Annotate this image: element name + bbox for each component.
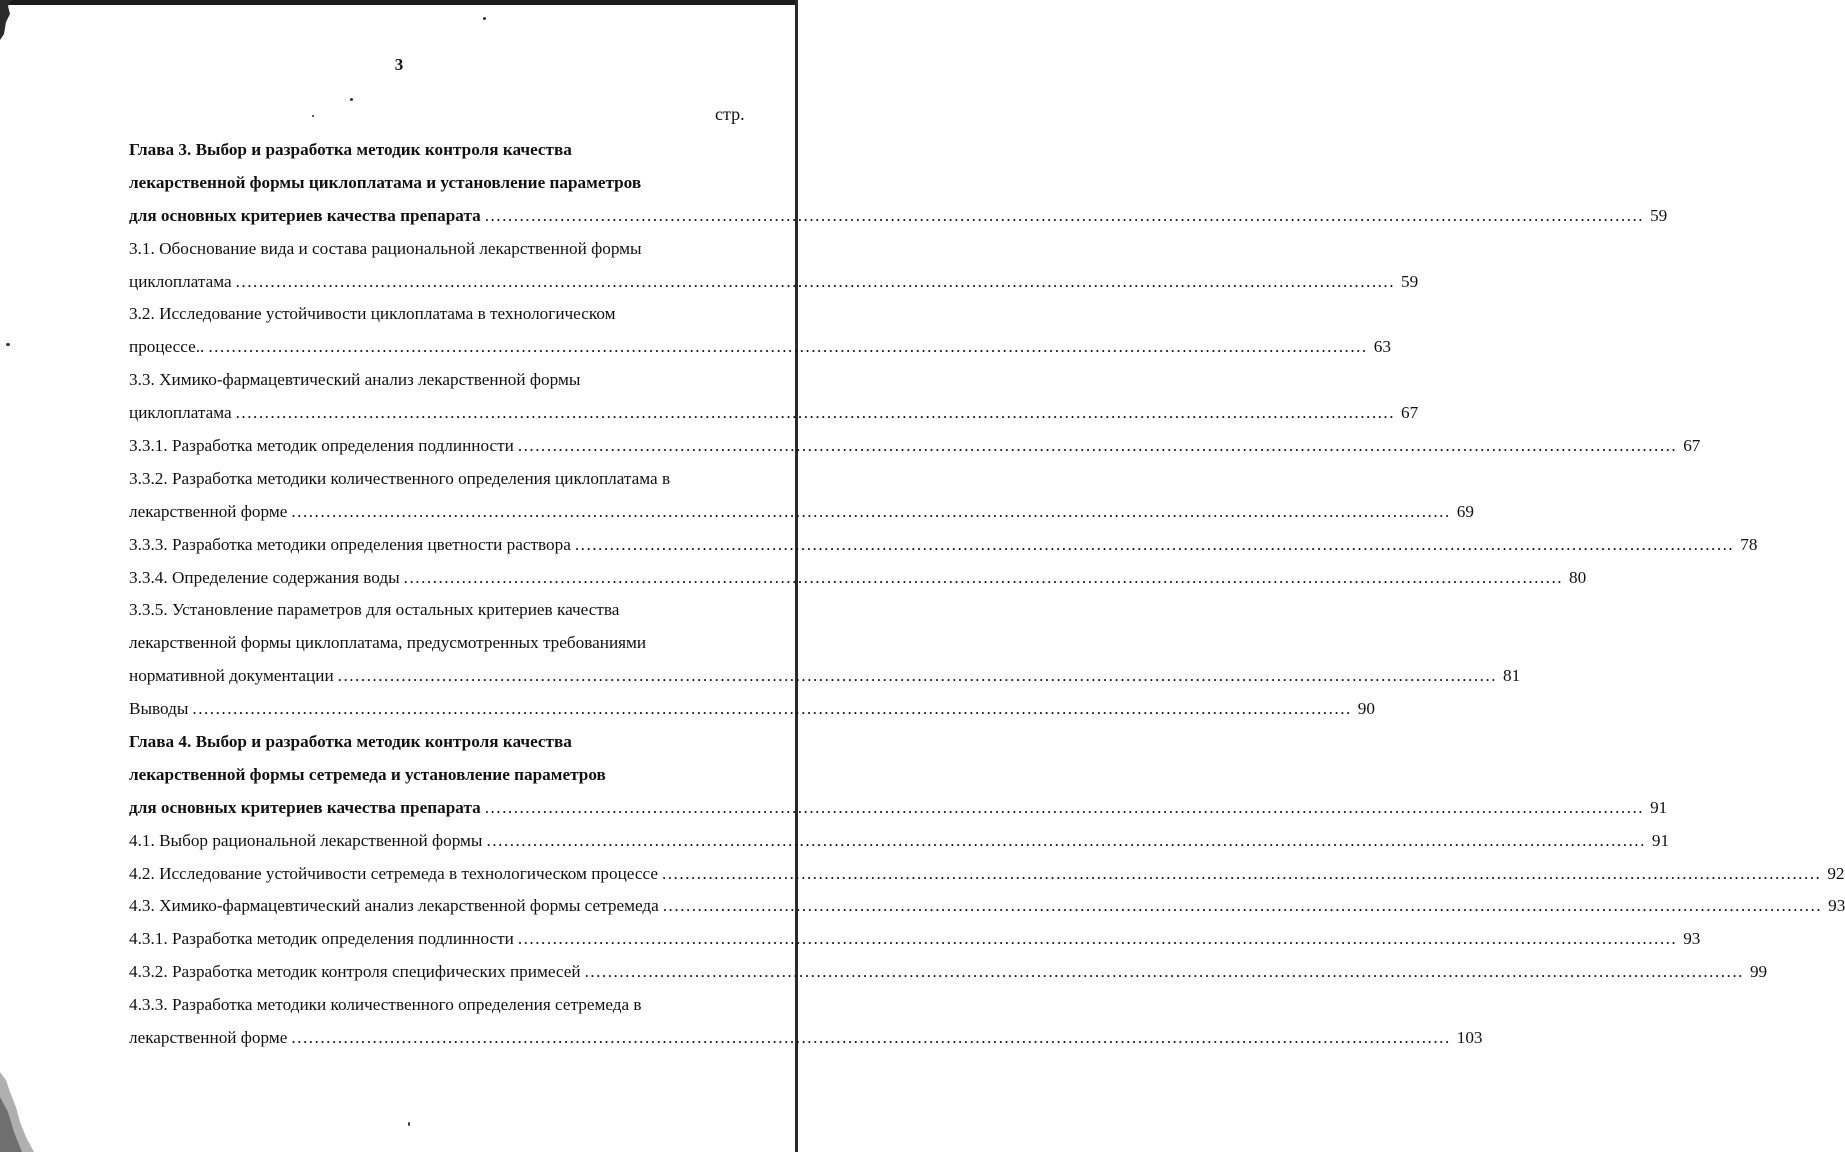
dot-leader: ........................................................................................................................................................................................................: [403, 567, 1564, 587]
toc-entry-title: для основных критериев качества препарата: [129, 797, 481, 817]
dot-leader: ........................................................................................................................................................................................................: [662, 896, 1823, 916]
toc-entry-page: 78: [1740, 534, 1758, 554]
toc-entry: [129, 463, 749, 496]
toc-entry: [129, 923, 1701, 956]
toc-entry-page: 63: [1373, 337, 1391, 357]
toc-entry-title: процессе..: [129, 337, 205, 357]
toc-entry: [129, 726, 749, 759]
toc-entry-page: 67: [1683, 436, 1701, 456]
toc-entry-title: Выводы: [129, 699, 189, 719]
toc-entry-title: для основных критериев качества препарата: [129, 205, 481, 225]
toc-entry-title: 4.1. Выбор рациональной лекарственной формы: [129, 830, 483, 850]
scan-speck: [408, 1122, 410, 1126]
dot-leader: ........................................................................................................................................................................................................: [661, 863, 1822, 883]
toc-entry-page: 59: [1401, 271, 1419, 291]
dot-leader: ........................................................................................................................................................................................................: [235, 403, 1395, 423]
toc-entry-title: циклоплатама: [129, 271, 232, 291]
toc-entry-title: 4.3.1. Разработка методик определения подлинности: [129, 929, 514, 949]
toc-entry: [129, 1022, 1483, 1055]
toc-entry-title: 3.3.5. Установление параметров для остальных критериев качества: [129, 600, 620, 620]
toc-entry-page: 93: [1828, 896, 1845, 916]
toc-entry-page: 91: [1651, 830, 1670, 850]
toc-entry-title: Глава 4. Выбор и разработка методик контроля качества: [129, 732, 572, 752]
scan-speck: [6, 343, 10, 346]
toc-entry: [129, 693, 1375, 726]
toc-entry-title: 3.3.3. Разработка методики определения цветности раствора: [129, 534, 571, 554]
toc-entry: [129, 660, 1521, 693]
toc-entry: [129, 233, 749, 266]
toc-entry-title: лекарственной формы циклоплатама и установление параметров: [129, 172, 642, 192]
toc-entry-title: 4.3.3. Разработка методики количественного определения сетремеда в: [129, 995, 642, 1015]
dot-leader: ........................................................................................................................................................................................................: [484, 205, 1645, 225]
table-of-contents: [129, 134, 1845, 1055]
toc-entry: [129, 989, 749, 1022]
toc-entry-page: 90: [1357, 699, 1375, 719]
toc-entry: [129, 792, 1668, 825]
toc-entry: [129, 594, 749, 627]
toc-entry-page: 91: [1650, 797, 1668, 817]
dot-leader: ........................................................................................................................................................................................................: [486, 830, 1646, 850]
toc-entry: [129, 298, 749, 331]
toc-entry-title: лекарственной форме: [129, 501, 288, 521]
toc-entry: [129, 331, 1391, 364]
toc-entry: [129, 627, 749, 660]
toc-entry-title: 3.3.4. Определение содержания воды: [129, 567, 400, 587]
dot-leader: ........................................................................................................................................................................................................: [291, 501, 1451, 521]
dot-leader: ........................................................................................................................................................................................................: [484, 797, 1645, 817]
scan-speck: [350, 98, 353, 101]
toc-entry-title: 4.3. Химико-фармацевтический анализ лекарственной формы сетремеда: [129, 896, 659, 916]
toc-entry-title: лекарственной форме: [129, 1028, 288, 1048]
scan-corner-mark: [0, 0, 22, 40]
toc-entry: [129, 364, 749, 397]
toc-entry-title: 4.3.2. Разработка методик контроля специфических примесей: [129, 962, 581, 982]
toc-entry-title: 3.3. Химико-фармацевтический анализ лекарственной формы: [129, 370, 581, 390]
scan-speck: [483, 17, 486, 20]
toc-entry: [129, 956, 1768, 989]
scan-edge-top: [0, 0, 798, 5]
dot-leader: ........................................................................................................................................................................................................: [574, 534, 1735, 554]
toc-entry-page: 99: [1749, 962, 1768, 982]
dot-leader: ........................................................................................................................................................................................................: [517, 929, 1678, 949]
toc-entry: [129, 890, 1845, 923]
toc-entry: [129, 200, 1668, 233]
toc-entry-page: 80: [1569, 567, 1587, 587]
toc-entry-page: 103: [1456, 1028, 1483, 1048]
toc-entry-page: 67: [1401, 403, 1419, 423]
page-number: 3: [394, 55, 404, 74]
toc-entry-title: 3.3.1. Разработка методик определения подлинности: [129, 436, 514, 456]
dot-leader: ........................................................................................................................................................................................................: [208, 337, 1368, 357]
toc-entry: [129, 825, 1670, 858]
toc-entry: [129, 529, 1758, 562]
page-column-label: стр.: [715, 104, 745, 124]
toc-entry-page: 69: [1456, 501, 1474, 521]
toc-entry: [129, 167, 749, 200]
dot-leader: ........................................................................................................................................................................................................: [235, 271, 1395, 291]
dot-leader: ........................................................................................................................................................................................................: [337, 666, 1498, 686]
dot-leader: ........................................................................................................................................................................................................: [517, 436, 1678, 456]
toc-entry-title: 3.1. Обоснование вида и состава рациональной лекарственной формы: [129, 238, 642, 258]
dot-leader: ........................................................................................................................................................................................................: [584, 962, 1744, 982]
toc-entry-title: 3.3.2. Разработка методики количественного определения циклоплатама в: [129, 468, 671, 488]
dot-leader: ........................................................................................................................................................................................................: [192, 699, 1352, 719]
toc-entry: [129, 397, 1419, 430]
toc-entry: [129, 134, 749, 167]
toc-entry-title: 4.2. Исследование устойчивости сетремеда в технологическом процессе: [129, 863, 658, 883]
toc-entry-title: 3.2. Исследование устойчивости циклоплатама в технологическом: [129, 304, 616, 324]
scan-noise-bottom-left: [0, 1052, 60, 1152]
toc-entry: [129, 496, 1474, 529]
dot-leader: ........................................................................................................................................................................................................: [291, 1028, 1451, 1048]
toc-entry-title: лекарственной формы циклоплатама, предусмотренных требованиями: [129, 633, 647, 653]
toc-entry: [129, 562, 1587, 595]
toc-entry: [129, 430, 1701, 463]
toc-entry-page: 93: [1683, 929, 1701, 949]
toc-entry-title: лекарственной формы сетремеда и установление параметров: [129, 764, 606, 784]
toc-entry: [129, 266, 1419, 299]
toc-entry: [129, 759, 749, 792]
toc-entry-title: циклоплатама: [129, 403, 232, 423]
toc-entry-page: 59: [1650, 205, 1668, 225]
toc-entry-page: 81: [1503, 666, 1521, 686]
toc-entry: [129, 858, 1845, 891]
toc-entry-title: нормативной документации: [129, 666, 334, 686]
toc-entry-page: 92: [1827, 863, 1845, 883]
toc-entry-title: Глава 3. Выбор и разработка методик контроля качества: [129, 140, 572, 159]
scan-speck: [312, 115, 314, 117]
